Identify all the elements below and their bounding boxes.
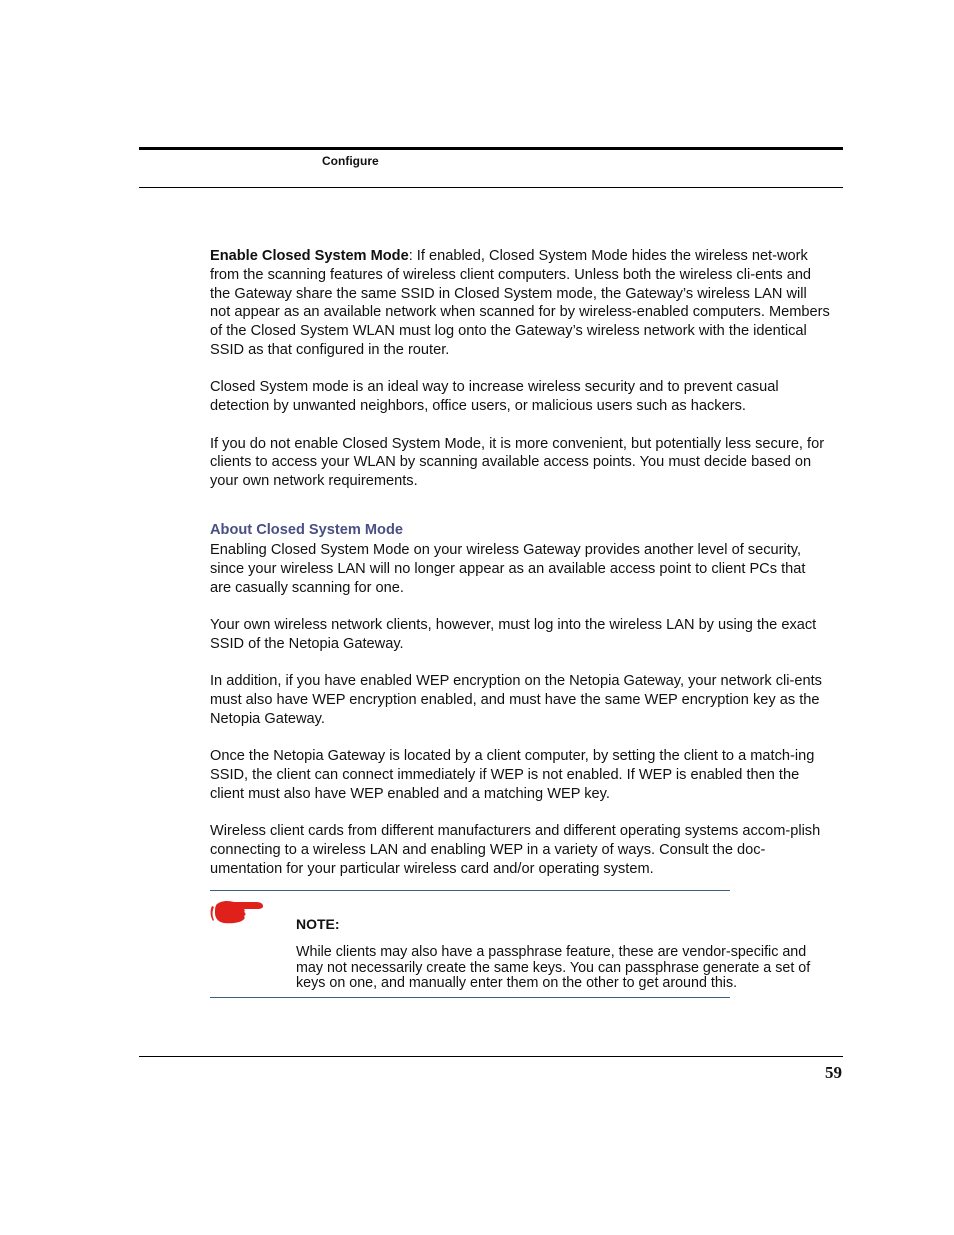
note-heading: NOTE:: [296, 916, 340, 932]
enable-closed-system-term: Enable Closed System Mode: [210, 248, 409, 264]
note-text: While clients may also have a passphrase feature, these are vendor-specific and may not necessarily create the same keys. You can passphrase generate a set of keys on one, and manually enter them on the other to get around this.: [296, 944, 811, 992]
note-top-rule: [210, 890, 730, 891]
about-paragraph: Enabling Closed System Mode on your wireless Gateway provides another level of security, since your wireless LAN will no longer appear as an available access point to client PCs that are casually scanning for one.: [210, 541, 806, 596]
footer-rule: [139, 1056, 843, 1057]
closed-system-ideal-paragraph: Closed System mode is an ideal way to increase wireless security and to prevent casual detection by unwanted neighbors, office users, or malicious users such as hackers.: [210, 379, 779, 415]
main-content: [210, 247, 830, 878]
header-divider: [139, 187, 843, 188]
pointing-hand-icon: [210, 898, 264, 926]
note-bottom-rule: [210, 997, 730, 998]
about-paragraph: Wireless client cards from different manufacturers and different operating systems accom-plish connecting to a wireless LAN and enabling WEP in a variety of ways. Consult the doc-umentation for your particular wireless card and/or operating system.: [210, 823, 821, 877]
about-paragraph: Once the Netopia Gateway is located by a client computer, by setting the client to a match-ing SSID, the client can connect immediately if WEP is not enabled. If WEP is enabled then the client must also have WEP enabled and a matching WEP key.: [210, 748, 815, 802]
not-enabled-paragraph: If you do not enable Closed System Mode, it is more convenient, but potentially less secure, for clients to access your WLAN by scanning available access points. You must decide based on your own network requirements.: [210, 435, 825, 490]
about-paragraph: Your own wireless network clients, however, must log into the wireless LAN by using the exact SSID of the Netopia Gateway.: [210, 616, 817, 652]
section-label: Configure: [322, 154, 379, 168]
enable-closed-system-paragraph: [210, 247, 830, 360]
enable-closed-system-text: : If enabled, Closed System Mode hides the wireless net-work from the scanning features of wireless client computers. Unless both the wireless cli-ents and the Gateway share the same SSID in Closed System mode, the Gateway’s wireless LAN will not appear as an available network when scanned for by wireless-enabled computers. Members of the Closed System WLAN must log onto the Gateway’s wireless network with the identical SSID as that configured in the router.: [210, 248, 830, 358]
page-number: 59: [825, 1063, 842, 1082]
about-paragraph: In addition, if you have enabled WEP encryption on the Netopia Gateway, your network cli-ents must also have WEP encryption enabled, and must have the same WEP encryption key as the Netopia Gateway.: [210, 673, 822, 727]
header-rule: [139, 147, 843, 150]
about-closed-system-heading: About Closed System Mode: [210, 521, 403, 538]
